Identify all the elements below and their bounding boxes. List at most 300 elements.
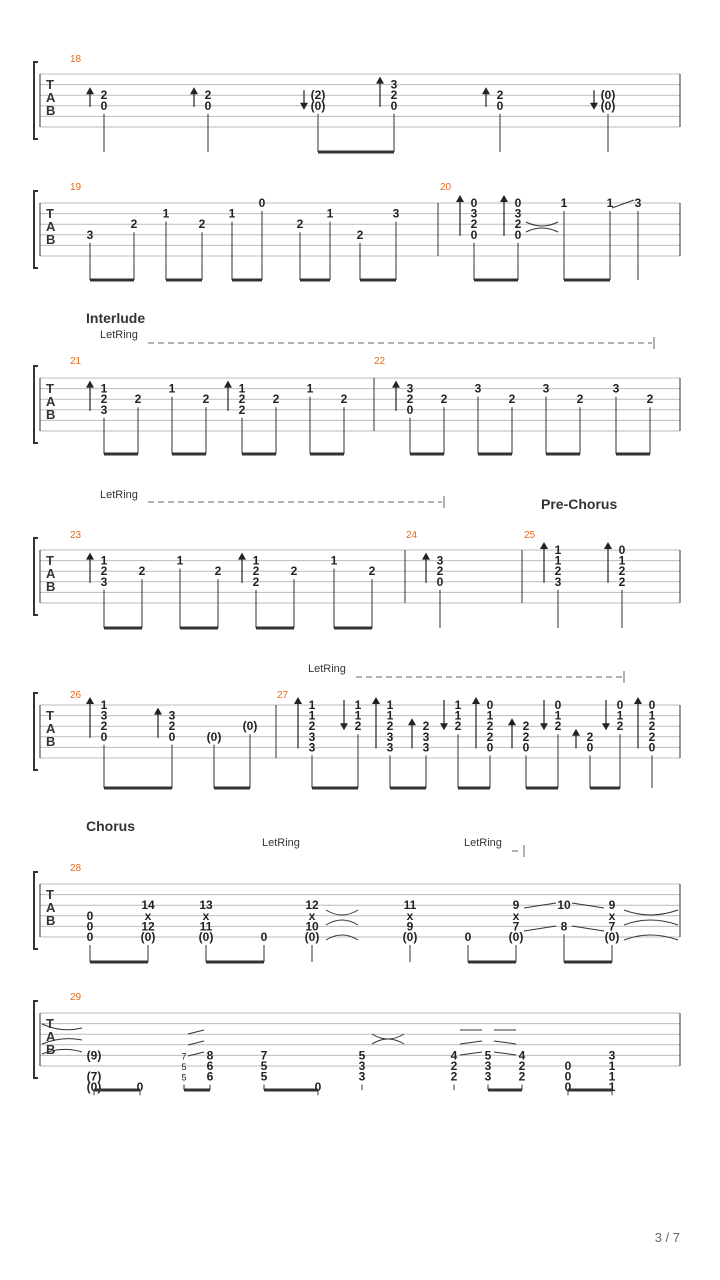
fret-number: 10 xyxy=(305,919,319,934)
fret-number: 2 xyxy=(138,564,146,579)
tab-chord xyxy=(315,1080,322,1095)
tab-chord xyxy=(199,217,206,280)
fret-number: 1 xyxy=(454,698,462,712)
tab-chord xyxy=(440,698,462,788)
fret-number: 2 xyxy=(204,88,212,103)
system-bracket xyxy=(34,366,38,443)
tab-chord xyxy=(135,392,142,454)
fret-number: 0 xyxy=(314,1080,322,1095)
measure-number: 29 xyxy=(70,992,82,1003)
fret-number: 2 xyxy=(440,392,448,407)
fret-number: 1 xyxy=(100,381,108,396)
fret-number: 2 xyxy=(100,564,108,579)
fret-number: 5 xyxy=(484,1048,492,1063)
fret-number: 1 xyxy=(252,553,260,568)
tab-clef-letter: T xyxy=(46,887,54,902)
fret-number: 3 xyxy=(484,1069,492,1084)
tab-chord xyxy=(393,207,400,280)
tab-chord xyxy=(207,1048,214,1090)
tab-chord xyxy=(602,698,624,788)
tab-clef-letter: A xyxy=(46,1029,56,1044)
fret-number: 3 xyxy=(386,729,394,744)
arrow-head-icon xyxy=(408,718,416,725)
fret-number: 3 xyxy=(542,381,550,396)
tab-clef-letter: T xyxy=(46,1016,54,1031)
section-label-interlude: Interlude xyxy=(86,310,146,326)
fret-number: 0 xyxy=(514,227,522,242)
tab-chord xyxy=(482,87,504,152)
tab-chord xyxy=(261,930,268,962)
tab-clef-letter: A xyxy=(46,566,56,581)
tab-chord xyxy=(508,718,530,788)
fret-number: 2 xyxy=(436,564,444,579)
system-bracket xyxy=(34,191,38,268)
fret-number: 1 xyxy=(100,553,108,568)
fret-number: 1 xyxy=(168,381,176,396)
fret-number: (0) xyxy=(86,1080,102,1095)
tab-system xyxy=(34,356,680,454)
fret-number: 0 xyxy=(204,98,212,113)
tab-system xyxy=(34,182,680,280)
arrow-head-icon xyxy=(572,729,580,736)
fret-number: 1 xyxy=(560,196,568,210)
system-bracket xyxy=(34,62,38,139)
tab-clef-letter: B xyxy=(46,734,56,749)
fret-number: 2 xyxy=(406,392,414,407)
fret-number: 4 xyxy=(518,1048,526,1063)
tab-chord xyxy=(372,697,394,788)
let-ring-label: LetRing xyxy=(262,837,300,849)
tab-system xyxy=(34,530,680,628)
measure-number: 18 xyxy=(70,54,82,65)
fret-number: (0) xyxy=(508,930,524,944)
fret-number: 3 xyxy=(484,1059,492,1073)
fret-number: 7 xyxy=(181,1051,187,1062)
fret-number: 0 xyxy=(470,196,478,210)
fret-number: 2 xyxy=(100,88,108,103)
fret-number: (0) xyxy=(198,930,214,944)
fret-number: 0 xyxy=(100,729,108,744)
fret-number: 3 xyxy=(358,1059,366,1073)
tab-clef-letter: T xyxy=(46,553,54,568)
tab-chord xyxy=(540,542,562,628)
fret-number: 2 xyxy=(486,719,494,734)
system-bracket xyxy=(34,872,38,949)
tab-chord xyxy=(604,542,626,628)
tab-chord xyxy=(441,392,448,454)
fret-number: 2 xyxy=(214,564,222,579)
fret-number: (0) xyxy=(140,930,156,944)
fret-number: 3 xyxy=(168,708,176,723)
fret-number: 2 xyxy=(518,1069,526,1084)
tab-chord xyxy=(475,382,482,454)
fret-number: 2 xyxy=(202,392,210,407)
fret-number: 2 xyxy=(238,402,246,417)
tab-system xyxy=(34,54,680,152)
fret-number: 1 xyxy=(228,206,236,221)
fret-number: 2 xyxy=(618,574,626,589)
arrow-head-icon xyxy=(508,718,516,725)
let-ring-label: LetRing xyxy=(100,489,138,501)
fret-number: 2 xyxy=(554,719,562,734)
tab-chord xyxy=(500,195,522,280)
system-bracket xyxy=(34,693,38,770)
fret-number: 2 xyxy=(168,719,176,734)
tab-chord xyxy=(294,697,316,788)
tab-clef-letter: B xyxy=(46,913,56,928)
fret-number: 2 xyxy=(386,719,394,734)
arrow-head-icon xyxy=(86,87,94,94)
fret-number: 1 xyxy=(238,381,246,396)
tab-chord xyxy=(359,1048,366,1090)
measure-number: 19 xyxy=(70,182,82,193)
fret-number: 2 xyxy=(252,564,260,579)
arrow-head-icon xyxy=(472,697,480,704)
tab-chord xyxy=(609,1048,616,1095)
fret-number: 5 xyxy=(181,1062,187,1072)
arrow-head-icon xyxy=(422,553,430,560)
fret-number: 2 xyxy=(130,217,138,232)
fret-number: 0 xyxy=(522,740,530,755)
tab-chord xyxy=(297,217,304,280)
tab-chord xyxy=(141,898,156,962)
fret-number: 2 xyxy=(198,217,206,232)
tab-clef-letter: A xyxy=(46,90,56,105)
tab-chord xyxy=(408,718,430,788)
arrow-head-icon xyxy=(392,381,400,388)
fret-number: 2 xyxy=(522,719,530,734)
fret-number: 0 xyxy=(464,930,472,944)
arrow-head-icon xyxy=(86,697,94,704)
fret-number: 0 xyxy=(496,98,504,113)
tab-clef-letter: A xyxy=(46,721,56,736)
fret-number: 0 xyxy=(136,1080,144,1095)
arrow-head-icon xyxy=(224,381,232,388)
fret-number: 2 xyxy=(518,1059,526,1073)
fret-number: 1 xyxy=(386,698,394,712)
fret-number: 1 xyxy=(308,698,316,712)
fret-number: 5 xyxy=(260,1059,268,1073)
fret-number: 1 xyxy=(330,553,338,568)
fret-number: (9) xyxy=(86,1048,102,1063)
fret-number: 2 xyxy=(296,217,304,232)
fret-number: 2 xyxy=(554,564,562,579)
fret-number: 2 xyxy=(496,88,504,103)
tab-chord xyxy=(169,382,176,454)
tab-system xyxy=(34,863,680,962)
fret-number: (0) xyxy=(206,729,222,744)
fret-number: 2 xyxy=(134,392,142,407)
fret-number: 3 xyxy=(308,729,316,744)
fret-number: (2) xyxy=(310,88,326,103)
tab-chord xyxy=(238,553,260,628)
tab-chord xyxy=(199,898,214,962)
section-label-chorus: Chorus xyxy=(86,818,135,834)
tab-chord xyxy=(607,196,614,280)
fret-number: 0 xyxy=(564,1069,572,1084)
tab-clef-letter: T xyxy=(46,708,54,723)
arrow-head-icon xyxy=(238,553,246,560)
tab-chord xyxy=(472,697,494,788)
fret-number: 9 xyxy=(512,898,520,913)
tab-chord xyxy=(519,1048,526,1090)
fret-number: 2 xyxy=(308,719,316,734)
fret-number: (0) xyxy=(310,98,326,113)
tab-chord xyxy=(509,392,516,454)
fret-number: 1 xyxy=(100,698,108,712)
fret-number: 1 xyxy=(354,708,362,723)
fret-number: 2 xyxy=(576,392,584,407)
tab-chord xyxy=(86,553,108,628)
fret-number: 0 xyxy=(648,740,656,755)
fret-number: 3 xyxy=(474,381,482,396)
fret-number: 0 xyxy=(470,227,478,242)
fret-number: 2 xyxy=(648,729,656,744)
fret-number: 3 xyxy=(612,381,620,396)
fret-number: 2 xyxy=(508,392,516,407)
fret-number: 0 xyxy=(86,908,94,923)
fret-number: 2 xyxy=(646,392,654,407)
tab-system xyxy=(34,992,680,1095)
tab-clef-letter: B xyxy=(46,1042,56,1057)
tab-chord xyxy=(273,392,280,454)
fret-number: 4 xyxy=(450,1048,458,1063)
measure-number: 25 xyxy=(524,530,536,541)
fret-number: (7) xyxy=(86,1069,102,1084)
tab-chord xyxy=(557,898,571,962)
fret-number: (0) xyxy=(600,88,616,103)
fret-number: 5 xyxy=(260,1069,268,1084)
arrow-head-icon xyxy=(540,542,548,549)
system-bracket xyxy=(34,538,38,615)
tab-clef-letter: T xyxy=(46,77,54,92)
fret-number: 3 xyxy=(100,574,108,589)
fret-number: 1 xyxy=(608,1080,616,1095)
tab-chord xyxy=(261,1048,268,1090)
measure-number: 24 xyxy=(406,530,418,541)
measure-number: 26 xyxy=(70,690,82,701)
tab-chord xyxy=(341,392,348,454)
tab-chord xyxy=(451,1048,458,1090)
tab-chord xyxy=(590,88,615,152)
section-label-prechorus: Pre-Chorus xyxy=(541,496,618,512)
tab-chord xyxy=(577,392,584,454)
fret-number: 1 xyxy=(606,196,614,210)
fret-number: 3 xyxy=(358,1069,366,1084)
fret-number: 3 xyxy=(422,740,430,755)
fret-number: 1 xyxy=(354,698,362,712)
tab-clef-letter: T xyxy=(46,206,54,221)
fret-number: 2 xyxy=(238,392,246,407)
fret-number: 11 xyxy=(199,919,213,934)
fret-number: 0 xyxy=(260,930,268,944)
tab-chord xyxy=(87,909,94,962)
fret-number: 2 xyxy=(354,719,362,734)
fret-number: 1 xyxy=(554,553,562,568)
fret-number: 0 xyxy=(86,930,94,944)
fret-number: 0 xyxy=(390,98,398,113)
tab-chord xyxy=(403,898,418,962)
fret-number: 2 xyxy=(272,392,280,407)
fret-number: 14 xyxy=(141,898,155,913)
fret-number: 1 xyxy=(306,381,314,396)
fret-number: 2 xyxy=(470,217,478,232)
fret-number: 1 xyxy=(326,206,334,221)
arrow-head-icon xyxy=(500,195,508,202)
arrow-head-icon xyxy=(456,195,464,202)
fret-number: 13 xyxy=(199,898,213,913)
tab-clef-letter: A xyxy=(46,900,56,915)
tab-system xyxy=(34,690,680,788)
fret-number: 11 xyxy=(403,898,417,913)
tab-clef-letter: B xyxy=(46,103,56,118)
fret-number: 10 xyxy=(557,898,571,913)
fret-number: 2 xyxy=(522,729,530,744)
fret-number: 2 xyxy=(486,729,494,744)
measure-number: 23 xyxy=(70,530,82,541)
fret-number: 0 xyxy=(100,98,108,113)
tab-clef-letter: A xyxy=(46,219,56,234)
fret-number: x xyxy=(202,908,210,923)
tab-chord xyxy=(137,1080,144,1095)
tab-chord xyxy=(456,195,478,280)
arrow-head-icon xyxy=(86,553,94,560)
tab-clef-letter: T xyxy=(46,381,54,396)
tab-chord xyxy=(207,730,222,788)
tab-chord xyxy=(327,207,334,280)
fret-number: 3 xyxy=(634,196,642,210)
tab-chord xyxy=(422,553,444,628)
tab-chord xyxy=(357,228,364,280)
fret-number: 6 xyxy=(206,1059,214,1073)
fret-number: 0 xyxy=(514,196,522,210)
tab-clef-letter: B xyxy=(46,579,56,594)
tab-chord xyxy=(229,207,236,280)
fret-number: 2 xyxy=(450,1059,458,1073)
fret-number: (0) xyxy=(304,930,320,944)
fret-number: 1 xyxy=(554,543,562,557)
fret-number: 0 xyxy=(648,698,656,712)
measure-number: 20 xyxy=(440,182,452,193)
fret-number: 8 xyxy=(560,919,568,934)
tab-chord xyxy=(215,564,222,628)
fret-number: 3 xyxy=(436,553,444,568)
tab-chord xyxy=(305,898,320,962)
tab-chord xyxy=(87,1048,102,1095)
fret-number: x xyxy=(608,908,616,923)
arrow-head-icon xyxy=(634,697,642,704)
tab-chord xyxy=(647,392,654,454)
arrow-head-icon xyxy=(294,697,302,704)
tab-chord xyxy=(86,697,108,788)
tab-chord xyxy=(465,930,472,962)
tab-chord xyxy=(224,381,246,454)
fret-number: 2 xyxy=(618,564,626,579)
fret-number: x xyxy=(512,908,520,923)
tab-chord xyxy=(86,381,108,454)
fret-number: 1 xyxy=(618,553,626,568)
let-ring-label: LetRing xyxy=(100,329,138,341)
fret-number: 3 xyxy=(100,402,108,417)
arrow-head-icon xyxy=(154,708,162,715)
tab-chord xyxy=(259,196,266,280)
fret-number: 3 xyxy=(554,574,562,589)
fret-number: 1 xyxy=(454,708,462,723)
fret-number: 0 xyxy=(586,740,594,755)
fret-number: 2 xyxy=(648,719,656,734)
fret-number: 12 xyxy=(141,919,155,934)
tab-chord xyxy=(243,719,258,788)
fret-number: 2 xyxy=(454,719,462,734)
tab-chord xyxy=(635,196,642,280)
fret-number: (0) xyxy=(604,930,620,944)
fret-number: 2 xyxy=(616,719,624,734)
fret-number: 3 xyxy=(422,729,430,744)
fret-number: 3 xyxy=(608,1048,616,1063)
fret-number: 1 xyxy=(486,708,494,723)
fret-number: 2 xyxy=(100,392,108,407)
fret-number: 7 xyxy=(512,919,520,934)
arrow-head-icon xyxy=(482,87,490,94)
fret-number: 6 xyxy=(206,1069,214,1084)
tab-chord xyxy=(163,207,170,280)
tab-chord xyxy=(485,1048,492,1090)
fret-number: 0 xyxy=(258,196,266,210)
fret-number: 1 xyxy=(162,206,170,221)
fret-number: 2 xyxy=(586,729,594,744)
tab-clef-letter: A xyxy=(46,394,56,409)
measure-number: 22 xyxy=(374,356,386,367)
fret-number: 5 xyxy=(358,1048,366,1063)
tab-chord xyxy=(131,217,138,280)
arrow-head-icon xyxy=(86,381,94,388)
fret-number: 2 xyxy=(100,719,108,734)
fret-number: 0 xyxy=(564,1059,572,1073)
fret-number: 0 xyxy=(168,729,176,744)
tab-chord xyxy=(540,698,562,788)
fret-number: 3 xyxy=(386,740,394,755)
fret-number: 0 xyxy=(486,698,494,712)
tab-chord xyxy=(340,698,362,788)
fret-number: 1 xyxy=(554,708,562,723)
fret-number: 1 xyxy=(608,1059,616,1073)
tab-chord xyxy=(543,382,550,454)
arrow-head-icon xyxy=(604,542,612,549)
let-ring-label: LetRing xyxy=(464,837,502,849)
fret-number: x xyxy=(406,908,414,923)
fret-number: 1 xyxy=(608,1069,616,1084)
measure-number: 28 xyxy=(70,863,82,874)
fret-number: 3 xyxy=(308,740,316,755)
fret-number: 2 xyxy=(252,574,260,589)
tab-chord xyxy=(203,392,210,454)
fret-number: 3 xyxy=(392,206,400,221)
tab-clef-letter: B xyxy=(46,232,56,247)
tab-chord xyxy=(139,564,146,628)
tab-chord xyxy=(87,228,94,280)
measure-number: 27 xyxy=(277,690,289,701)
tab-chord xyxy=(376,77,398,152)
fret-number: (0) xyxy=(242,719,258,734)
measure-number: 21 xyxy=(70,356,82,367)
fret-number: 2 xyxy=(356,227,364,242)
fret-number: 9 xyxy=(608,898,616,913)
fret-number: x xyxy=(308,908,316,923)
fret-number: 5 xyxy=(181,1072,187,1083)
tab-chord xyxy=(300,88,325,152)
fret-number: 0 xyxy=(86,919,94,934)
fret-number: 0 xyxy=(486,740,494,755)
